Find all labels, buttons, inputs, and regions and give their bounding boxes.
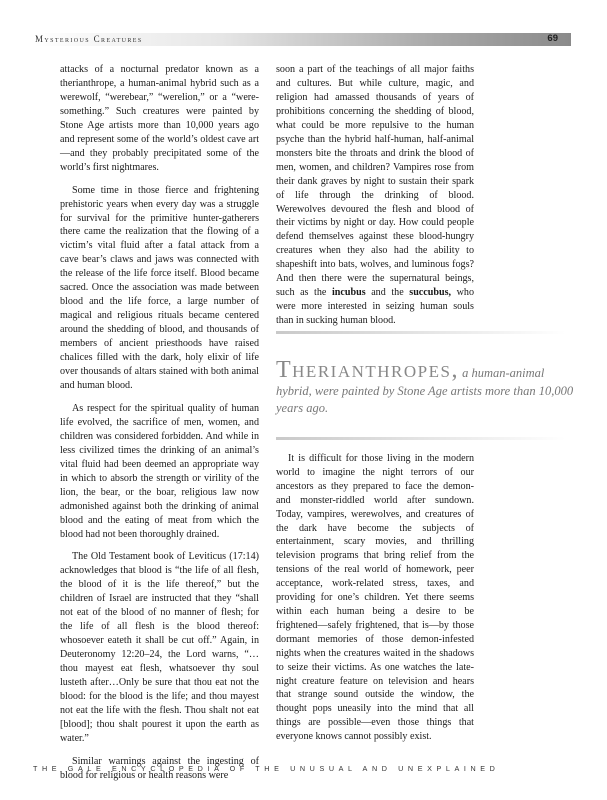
left-column bbox=[60, 63, 259, 792]
left-paragraph-1: attacks of a nocturnal predator known as a therianthrope, a human-animal hybrid such as a werewolf, “werebear,” “werelion,” or a “were-something.” Such creatures were painted by Stone Age artists more than 10,000 years ago and represent some of the world’s oldest cave art—and they probably precipitated some of the world’s first nightmares. bbox=[60, 64, 259, 173]
right-paragraph-1-end: who were more interested in seizing human souls than in sucking human blood. bbox=[276, 287, 475, 327]
term-incubus: incubus bbox=[331, 287, 366, 299]
right-column bbox=[276, 63, 474, 337]
right-column-continued bbox=[276, 452, 474, 744]
running-footer: THE GALE ENCYCLOPEDIA OF THE UNUSUAL AND UNEXPLAINED bbox=[33, 764, 500, 773]
pull-quote bbox=[276, 357, 576, 418]
page-number: 69 bbox=[547, 33, 558, 44]
right-paragraph-1 bbox=[276, 63, 474, 328]
left-paragraph-2: Some time in those fierce and frightening prehistoric years when every day was a struggle for survival for the primitive hunter-gatherers there came the realization that the flowing of a victim’s vital fluid after a fatal attack from a cave bear’s claws and jaws was connected with the release of the life force itself. Blood became sacred. Once the association was made between blood and the life force, a large number of magical and religious rituals became centered around the shedding of blood, and thousands of members of ancient priesthoods have raised chalices filled with the dark, holy elixir of life over thousands of altars stained with both animal and human blood. bbox=[60, 184, 259, 391]
pull-quote-top-rule bbox=[276, 331, 566, 334]
right-paragraph-1-connector: and the bbox=[371, 287, 404, 299]
right-paragraph-1-text: soon a part of the teachings of all major faiths and cultures. But while culture, magic, and religion had amassed thousands of years of prohibitions concerning the shedding of blood, what could be more repulsive to the human psyche than the hybrid half-human, half-animal monsters bite the throats and drink the blood of men, women, and children? Vampires rose from their dank graves by night to sustain their spark of life through the drinking of blood. Werewolves devoured the flesh and blood of their victims by night or day. How could people defend themselves against these blood-hungry creatures when they also had the ability to shapeshift into bats, wolves, and luminous fogs? And then there were the supernatural beings, such as the bbox=[276, 64, 474, 299]
right-paragraph-2: It is difficult for those living in the modern world to imagine the night terrors of our ancestors as they prepared to face the demon- and monster-riddled world after sundown. Today, vampires, werewolves, and creatures of the dark have become the subjects of entertainment, scary movies, and thrilling television programs that bring relief from the tensions of the real world of homework, peer acceptance, work-related stress, taxes, and providing for one’s children. Yet there seems within each human being a desire to be frightened—safely frightened, that is—by those dormant memories of those demon-infested nights when the creatures waited in the shadows to seize their victims. As one watches the late-night creature feature on television and hears that strange sound outside the window, the thought pops uneasily into the mind that all things are possible—even those things that everyone knows cannot possibly exist. bbox=[276, 453, 474, 743]
left-paragraph-3: As respect for the spiritual quality of human life evolved, the sacrifice of men, women, and children was considered forbidden. And while in less civilized times the drinking of an animal’s vital fluid had been deemed an appropriate way in which to absorb the strength or virility of the lion, the bear, or the boar, religious law now admonished against both the drinking of animal blood and the eating of meat from which the blood had not been thoroughly drained. bbox=[60, 402, 259, 540]
pull-quote-text: a human-animal hybrid, were painted by Stone Age artists more than 10,000 years ago. bbox=[276, 366, 574, 415]
pull-quote-lead-word: Therianthropes, bbox=[276, 357, 459, 383]
term-succubus: succubus, bbox=[409, 287, 452, 299]
left-paragraph-5: Similar warnings against the ingesting of blood for religious or health reasons were bbox=[60, 755, 259, 781]
pull-quote-bottom-rule bbox=[276, 437, 566, 440]
running-header-title: Mysterious Creatures bbox=[35, 34, 143, 44]
left-paragraph-4: The Old Testament book of Leviticus (17:14) acknowledges that blood is “the life of all flesh, the blood of it is the life thereof,” but the children of Israel are instructed that they “shall not eat of the blood of no manner of flesh; for the life of all flesh is the blood thereof: whosoever eateth it shall be cut off.” Again, in Deuteronomy 12:20–24, the Lord warns, “…thou mayest eat flesh, whatsoever thy soul lusteth after…Only be sure that thou eat not the blood: for the blood is the life; and thou mayest not eat the life with the flesh. Thou shalt not eat [blood]; thou shalt pourest it upon the earth as water.” bbox=[60, 551, 259, 744]
